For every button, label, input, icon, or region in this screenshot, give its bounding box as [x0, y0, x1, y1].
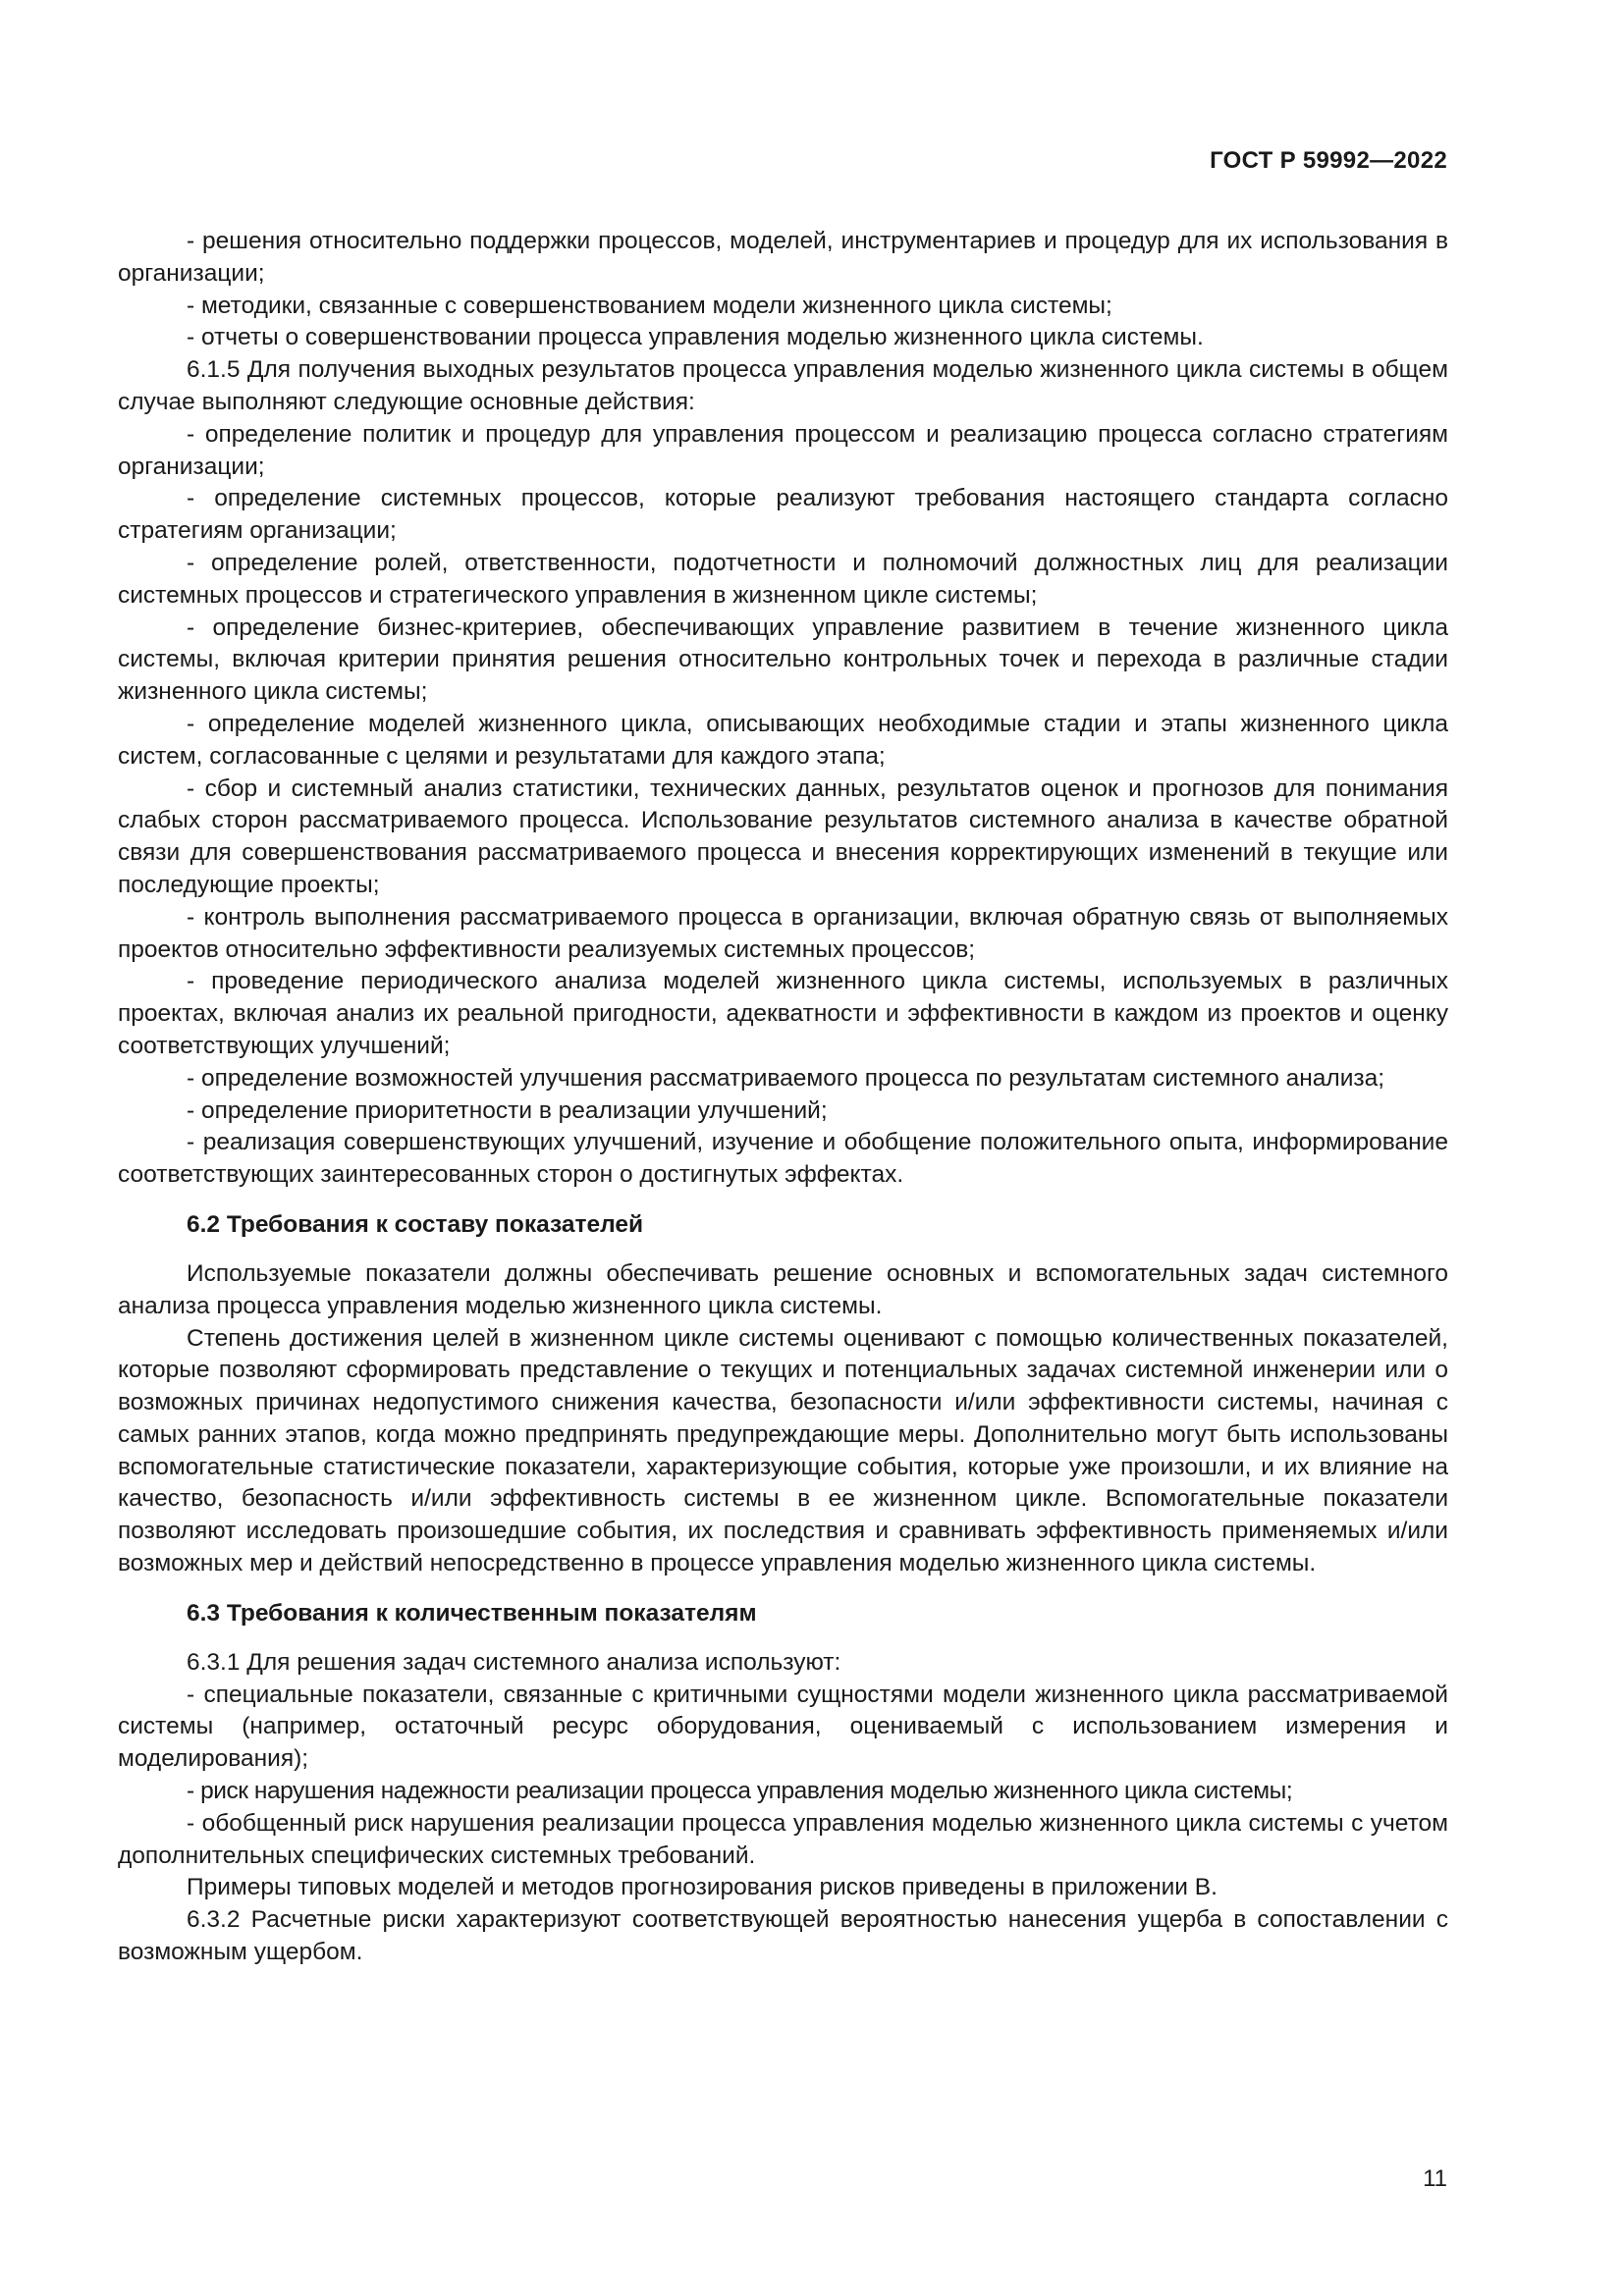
paragraph: Степень достижения целей в жизненном цикле системы оценивают с помощью количественных показателей, которые позволяют сформировать представление о текущих и потенциальных задачах системной инженерии или о возможных причинах недопустимого снижения качества, безопасности и/​или эффективности системы, начиная с самых ранних этапов, когда можно предпринять предупреждающие меры. Дополнительно могут быть использованы вспомогательные статистические показатели, характеризующие события, которые уже произошли, и их влияние на качество, безопасность и/или эффективность системы в ее жизненном цикле. Вспомогательные показатели позволяют исследовать произошедшие события, их последствия и сравнивать эффективность применяемых и/или возможных мер и действий непосредственно в процессе управления моделью жизненного цикла системы. — [118, 1324, 1448, 1577]
paragraph: - методики, связанные с совершенствованием модели жизненного цикла системы; — [187, 292, 1112, 319]
paragraph: 6.3.1 Для решения задач системного анализа используют: — [187, 1648, 841, 1676]
paragraph: - сбор и системный анализ статистики, технических данных, результатов оценок и прогнозов для понимания слабых сторон рассматриваемого процесса. Использование результатов системного анализа в качестве обратной связи для совершенствования рассматриваемого процесса и внесения корректирующих изменений в текущие или последующие проекты; — [118, 774, 1448, 898]
paragraph: - отчеты о совершенствовании процесса управления моделью жизненного цикла системы. — [187, 324, 1204, 351]
page-number: 11 — [1423, 2165, 1447, 2192]
paragraph: - проведение периодического анализа моделей жизненного цикла системы, используемых в различных проектах, включая анализ их реальной пригодности, адекватности и эффективности в каждом из проектов и оценку соответствующих улучшений; — [118, 968, 1448, 1059]
paragraph: - определение приоритетности в реализации улучшений; — [187, 1096, 828, 1124]
paragraph: 6.3.2 Расчетные риски характеризуют соответствующей вероятностью нанесения ущерба в сопоставлении с возможным ущербом. — [118, 1906, 1448, 1966]
paragraph: - определение моделей жизненного цикла, описывающих необходимые стадии и этапы жизненного цикла систем, согласованные с целями и результатами для каждого этапа; — [118, 710, 1448, 770]
paragraph: - определение возможностей улучшения рассматриваемого процесса по результатам системного анализа; — [187, 1064, 1385, 1092]
paragraph: - реализация совершенствующих улучшений, изучение и обобщение положительного опыта, информирование соответствующих заинтересованных сторон о достигнутых эффектах. — [118, 1129, 1448, 1189]
paragraph: Примеры типовых моделей и методов прогнозирования рисков приведены в приложении В. — [187, 1874, 1218, 1901]
page-content — [118, 226, 1448, 1969]
paragraph: - контроль выполнения рассматриваемого процесса в организации, включая обратную связь от выполняемых проектов относительно эффективности реализуемых системных процессов; — [118, 903, 1448, 963]
paragraph: - определение ролей, ответственности, подотчетности и полномочий должностных лиц для реализации системных процессов и стратегического управления в жизненном цикле системы; — [118, 549, 1448, 609]
paragraph: - специальные показатели, связанные с критичными сущностями модели жизненного цикла рассматриваемой системы (например, остаточный ресурс оборудования, оцениваемый с использованием измерения и моделирования); — [118, 1681, 1448, 1773]
paragraph: - определение бизнес-критериев, обеспечивающих управление развитием в течение жизненного цикла системы, включая критерии принятия решения относительно контрольных точек и перехода в различные стадии жизненного цикла системы; — [118, 614, 1448, 706]
paragraph: - риск нарушения надежности реализации процесса управления моделью жизненного цикла системы; — [187, 1778, 1293, 1805]
document-header: ГОСТ Р 59992—2022 — [1210, 147, 1447, 174]
paragraph: Используемые показатели должны обеспечивать решение основных и вспомогательных задач системного анализа процесса управления моделью жизненного цикла системы. — [118, 1259, 1448, 1319]
paragraph: - решения относительно поддержки процессов, моделей, инструментариев и процедур для их использования в организации; — [118, 228, 1448, 287]
paragraph: 6.1.5 Для получения выходных результатов процесса управления моделью жизненного цикла системы в общем случае выполняют следующие основные действия: — [118, 356, 1448, 415]
paragraph: - определение политик и процедур для управления процессом и реализацию процесса согласно стратегиям организации; — [118, 420, 1448, 480]
paragraph: - определение системных процессов, которые реализуют требования настоящего стандарта согласно стратегиям организации; — [118, 485, 1448, 545]
paragraph: - обобщенный риск нарушения реализации процесса управления моделью жизненного цикла системы с учетом дополнительных специфических системных требований. — [118, 1809, 1448, 1869]
section-heading-6-2: 6.2 Требования к составу показателей — [187, 1210, 644, 1238]
section-heading-6-3: 6.3 Требования к количественным показателям — [187, 1599, 757, 1627]
